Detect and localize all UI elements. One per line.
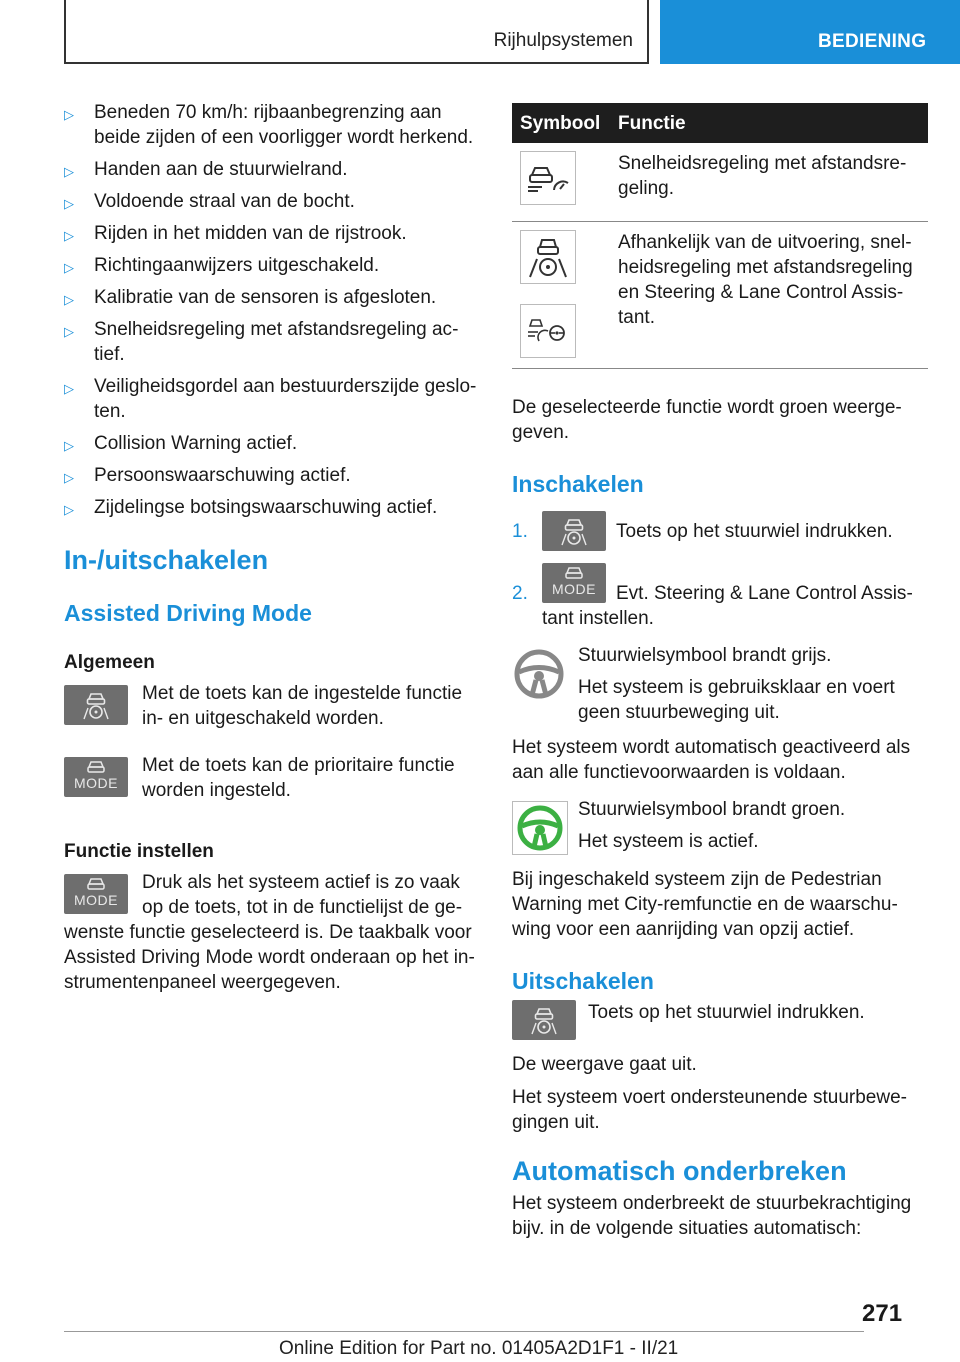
cruise-steering-icon: [520, 304, 576, 358]
uit-steering-text: Het systeem voert ondersteunende stuurbewegingen uit.: [512, 1087, 907, 1133]
grey-steering-text: Stuurwielsymbool brandt grijs.: [578, 645, 832, 666]
assist-button-row: [64, 681, 479, 731]
functie-paragraph-block: [64, 870, 479, 995]
steering-wheel-grey-icon: [512, 649, 566, 706]
triangle-bullet-icon: ▷: [64, 381, 74, 396]
triangle-bullet-icon: ▷: [64, 196, 74, 211]
list-item: 1. Toets op het stuurwiel indrukken.: [512, 511, 928, 551]
left-column: [64, 100, 479, 995]
triangle-bullet-icon: ▷: [64, 502, 74, 517]
steering-wheel-green-icon: [512, 801, 568, 855]
green-steering-row: [512, 797, 928, 855]
list-item: ▷ Rijden in het midden van de rijstrook.: [64, 221, 479, 246]
algemeen-heading: Algemeen: [64, 652, 155, 673]
assist-button-description: Met de toets kan de ingestelde functie in- en uitgeschakeld worden.: [142, 683, 463, 729]
subsection-heading: Assisted Driving Mode: [64, 600, 312, 626]
header-section-title: Rijhulpsystemen: [493, 30, 633, 51]
triangle-bullet-icon: ▷: [64, 164, 74, 179]
header-chapter-title: BEDIENING: [818, 31, 927, 52]
triangle-bullet-icon: ▷: [64, 107, 74, 122]
mode-button-icon: MODE: [64, 874, 128, 914]
table-header-function: Functie: [610, 103, 928, 143]
step-text: Evt. Steering & Lane Control Assistant instellen.: [542, 583, 913, 629]
list-item: ▷ Richtingaanwijzers uitgeschakeld.: [64, 253, 479, 278]
list-item: ▷ Zijdelingse botsingswaarschuwing actief.: [64, 495, 479, 520]
list-item: ▷ Kalibratie van de sensoren is afgesloten.: [64, 285, 479, 310]
steering-assist-icon: [520, 230, 576, 284]
page-number: 271: [862, 1300, 903, 1327]
triangle-bullet-icon: ▷: [64, 470, 74, 485]
auto-activate-text: Het systeem wordt automatisch geactiveerd als aan alle functievoorwaarden is voldaan.: [512, 737, 911, 783]
functie-heading: Functie instellen: [64, 841, 214, 862]
list-item: ▷ Beneden 70 km/h: rijbaanbegrenzing aan beide zijden of een voorligger wordt herkend.: [64, 102, 474, 148]
table-header-row: [512, 103, 928, 143]
green-steering-text: Stuurwielsymbool brandt groen.: [578, 799, 846, 820]
triangle-bullet-icon: ▷: [64, 292, 74, 307]
grey-steering-detail: Het systeem is gebruiksklaar en voert geen stuurbeweging uit.: [578, 677, 895, 723]
assist-button-icon: [64, 685, 128, 725]
list-item: ▷ Veiligheidsgordel aan bestuurderszijde gesloten.: [64, 376, 477, 422]
uit-button-text: Toets op het stuurwiel indrukken.: [588, 1002, 865, 1023]
page-header: [0, 0, 960, 66]
mode-button-description: Met de toets kan de prioritaire functie worden ingesteld.: [142, 755, 455, 801]
footer-divider: [64, 1331, 864, 1332]
list-item: ▷ Handen aan de stuurwielrand.: [64, 157, 479, 182]
cruise-distance-icon: [520, 151, 576, 205]
list-item: 2. MODE Evt. Steering & Lane Control Assistant instellen.: [512, 563, 928, 631]
selected-function-text: De geselecteerde functie wordt groen weergegeven.: [512, 397, 902, 443]
uit-button-row: [512, 1000, 928, 1040]
condition-list: [64, 100, 479, 520]
mode-button-icon: MODE: [542, 563, 606, 603]
grey-steering-row: [512, 643, 928, 725]
mode-button-icon: MODE: [64, 757, 128, 797]
header-chapter-tab: [660, 0, 960, 64]
table-header-symbol: Symbool: [512, 103, 610, 143]
functie-paragraph: Druk als het systeem actief is zo vaak op de toets, tot in de functielijst de gewenste functie geselecteerd is. De taakbalk voor Assisted Driving Mode wordt onderaan op het instrumentenpaneel weergegeven.: [64, 872, 475, 993]
list-item: ▷ Collision Warning actief.: [64, 431, 479, 456]
auto-interrupt-text: Het systeem onderbreekt de stuurbekrachtiging bijv. in de volgende situaties automatisch:: [512, 1193, 912, 1239]
triangle-bullet-icon: ▷: [64, 260, 74, 275]
table-cell: Snelheidsregeling met afstandsregeling.: [610, 143, 928, 222]
footer-edition: Online Edition for Part no. 01405A2D1F1 - II/21: [279, 1338, 679, 1359]
table-row: [512, 222, 928, 369]
list-item: ▷ Voldoende straal van de bocht.: [64, 189, 479, 214]
uitschakelen-heading: Uitschakelen: [512, 968, 654, 994]
step-text: Toets op het stuurwiel indrukken.: [616, 521, 893, 542]
triangle-bullet-icon: ▷: [64, 228, 74, 243]
assist-button-icon: [542, 511, 606, 551]
triangle-bullet-icon: ▷: [64, 438, 74, 453]
uit-display-text: De weergave gaat uit.: [512, 1054, 697, 1075]
mode-button-row: [64, 753, 479, 803]
right-column: [512, 103, 928, 1241]
table-row: [512, 143, 928, 222]
list-item: ▷ Snelheidsregeling met afstandsregeling actief.: [64, 319, 459, 365]
triangle-bullet-icon: ▷: [64, 324, 74, 339]
pedestrian-warning-text: Bij ingeschakeld systeem zijn de Pedestrian Warning met City-remfunctie en de waarschuwing voor een aanrijding van opzij actief.: [512, 869, 898, 940]
auto-interrupt-heading: Automatisch onderbreken: [512, 1156, 847, 1186]
header-section-box: [64, 0, 649, 64]
inschakelen-heading: Inschakelen: [512, 471, 644, 497]
section-heading: In-/uitschakelen: [64, 545, 269, 575]
table-cell: Afhankelijk van de uitvoering, snelheidsregeling met afstandsregeling en Steering & Lane Control Assistant.: [610, 222, 928, 369]
green-steering-detail: Het systeem is actief.: [578, 831, 759, 852]
symbol-table: [512, 103, 928, 369]
assist-button-icon: [512, 1000, 576, 1040]
list-item: ▷ Persoonswaarschuwing actief.: [64, 463, 479, 488]
